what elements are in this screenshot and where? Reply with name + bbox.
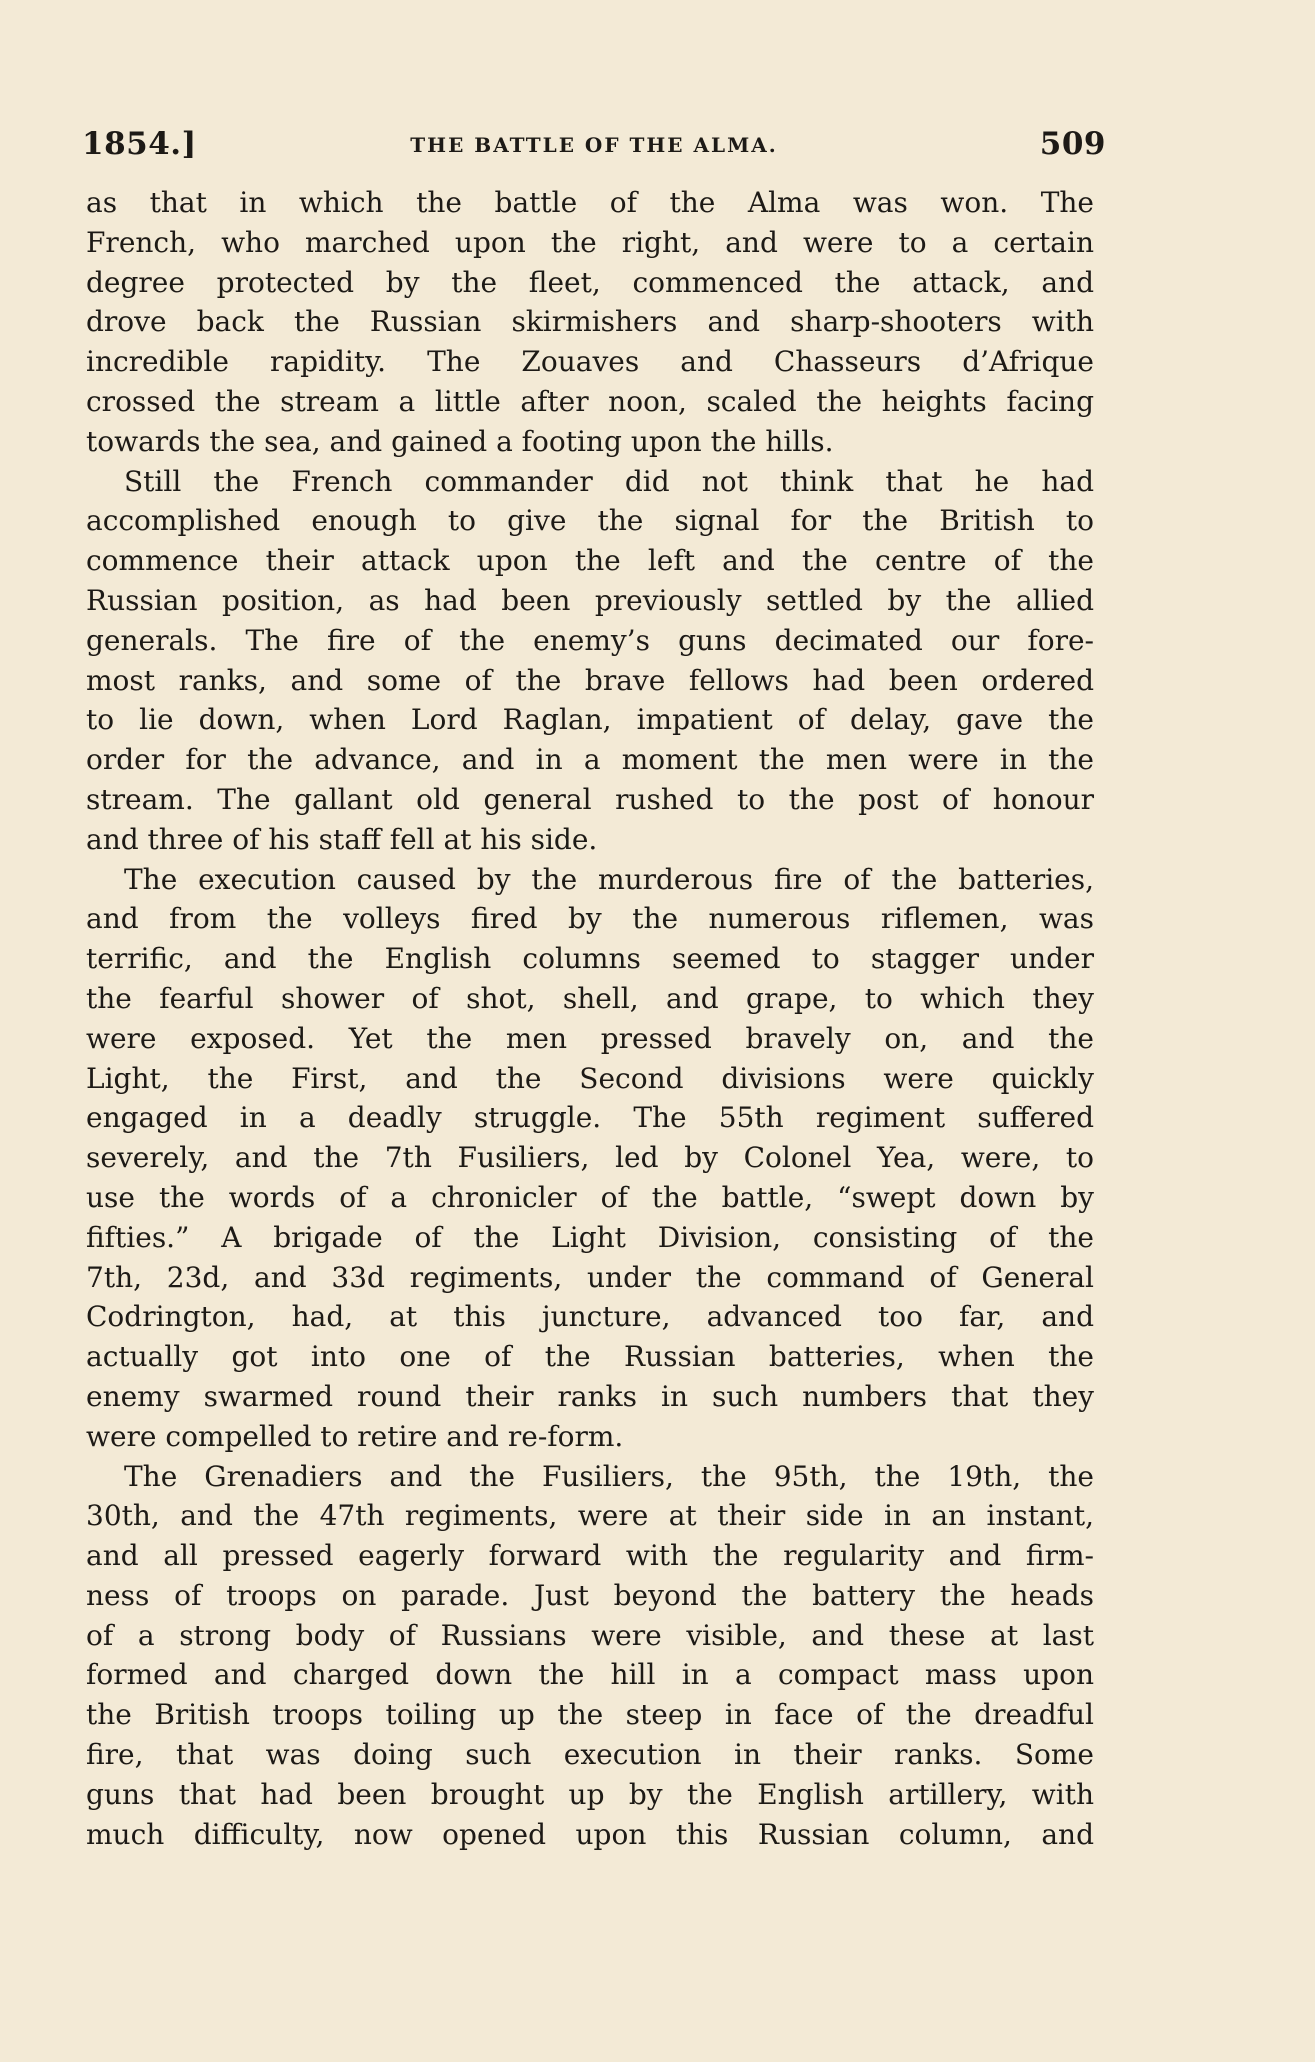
text-line: Light, the First, and the Second divisions were quickly — [86, 1061, 1094, 1095]
text-line: fire, that was doing such execution in their ranks. Some — [86, 1738, 1094, 1772]
text-line: use the words of a chronicler of the battle, “swept down by — [86, 1180, 1094, 1214]
text-line: commence their attack upon the left and the centre of the — [86, 544, 1094, 578]
text-line: terrific, and the English columns seemed to stagger under — [86, 942, 1094, 976]
running-title: THE BATTLE OF THE ALMA. — [410, 133, 778, 157]
text-line: Still the French commander did not think that he had — [124, 464, 1094, 498]
text-line: accomplished enough to give the signal for the British to — [86, 504, 1094, 538]
text-line: French, who marched upon the right, and were to a certain — [86, 225, 1094, 259]
text-line: crossed the stream a little after noon, scaled the heights facing — [86, 384, 1094, 418]
text-line: much difficulty, now opened upon this Russian column, and — [86, 1817, 1094, 1851]
text-line: 7th, 23d, and 33d regiments, under the command of General — [86, 1260, 1094, 1294]
text-line: the fearful shower of shot, shell, and grape, to which they — [86, 981, 1094, 1015]
text-line: of a strong body of Russians were visible, and these at last — [86, 1618, 1094, 1652]
text-line: and three of his staff fell at his side. — [86, 822, 598, 856]
text-line: most ranks, and some of the brave fellows had been ordered — [86, 663, 1094, 697]
header-year: 1854.] — [82, 126, 197, 162]
text-line: The Grenadiers and the Fusiliers, the 95th, the 19th, the — [124, 1459, 1094, 1493]
text-line: were compelled to retire and re-form. — [86, 1419, 624, 1453]
text-line: enemy swarmed round their ranks in such numbers that they — [86, 1379, 1094, 1413]
text-line: the British troops toiling up the steep in face of the dreadful — [86, 1698, 1094, 1732]
text-line: to lie down, when Lord Raglan, impatient of delay, gave the — [86, 703, 1094, 737]
text-line: as that in which the battle of the Alma was won. The — [86, 186, 1094, 219]
text-line: formed and charged down the hill in a compact mass upon — [86, 1658, 1094, 1692]
text-line: engaged in a deadly struggle. The 55th regiment suffered — [86, 1101, 1094, 1135]
text-line: ness of troops on parade. Just beyond the battery the heads — [86, 1578, 1094, 1612]
text-line: Russian position, as had been previously settled by the allied — [86, 583, 1094, 617]
text-line: generals. The fire of the enemy’s guns decimated our fore- — [86, 623, 1094, 657]
body-text — [86, 183, 1094, 1854]
text-line: The execution caused by the murderous fire of the batteries, — [124, 862, 1094, 896]
text-line: incredible rapidity. The Zouaves and Chasseurs d’Afrique — [86, 345, 1094, 379]
text-line: severely, and the 7th Fusiliers, led by Colonel Yea, were, to — [86, 1141, 1094, 1175]
text-line: drove back the Russian skirmishers and sharp-shooters with — [86, 305, 1094, 339]
text-line: fifties.” A brigade of the Light Division, consisting of the — [86, 1220, 1094, 1254]
text-line: actually got into one of the Russian batteries, when the — [86, 1340, 1094, 1374]
text-line: towards the sea, and gained a footing upon the hills. — [86, 424, 834, 458]
running-header — [82, 122, 1106, 166]
text-line: guns that had been brought up by the English artillery, with — [86, 1777, 1094, 1811]
text-line: were exposed. Yet the men pressed bravely on, and the — [86, 1021, 1094, 1055]
text-line: 30th, and the 47th regiments, were at their side in an instant, — [86, 1499, 1094, 1533]
text-line: degree protected by the fleet, commenced the attack, and — [86, 265, 1094, 299]
text-line: and from the volleys fired by the numerous riflemen, was — [86, 902, 1094, 936]
text-line: and all pressed eagerly forward with the regularity and firm- — [86, 1539, 1094, 1573]
page-number: 509 — [1039, 126, 1106, 162]
text-line: order for the advance, and in a moment the men were in the — [86, 743, 1094, 777]
text-line: stream. The gallant old general rushed to the post of honour — [86, 782, 1094, 816]
text-line: Codrington, had, at this juncture, advanced too far, and — [86, 1300, 1094, 1334]
